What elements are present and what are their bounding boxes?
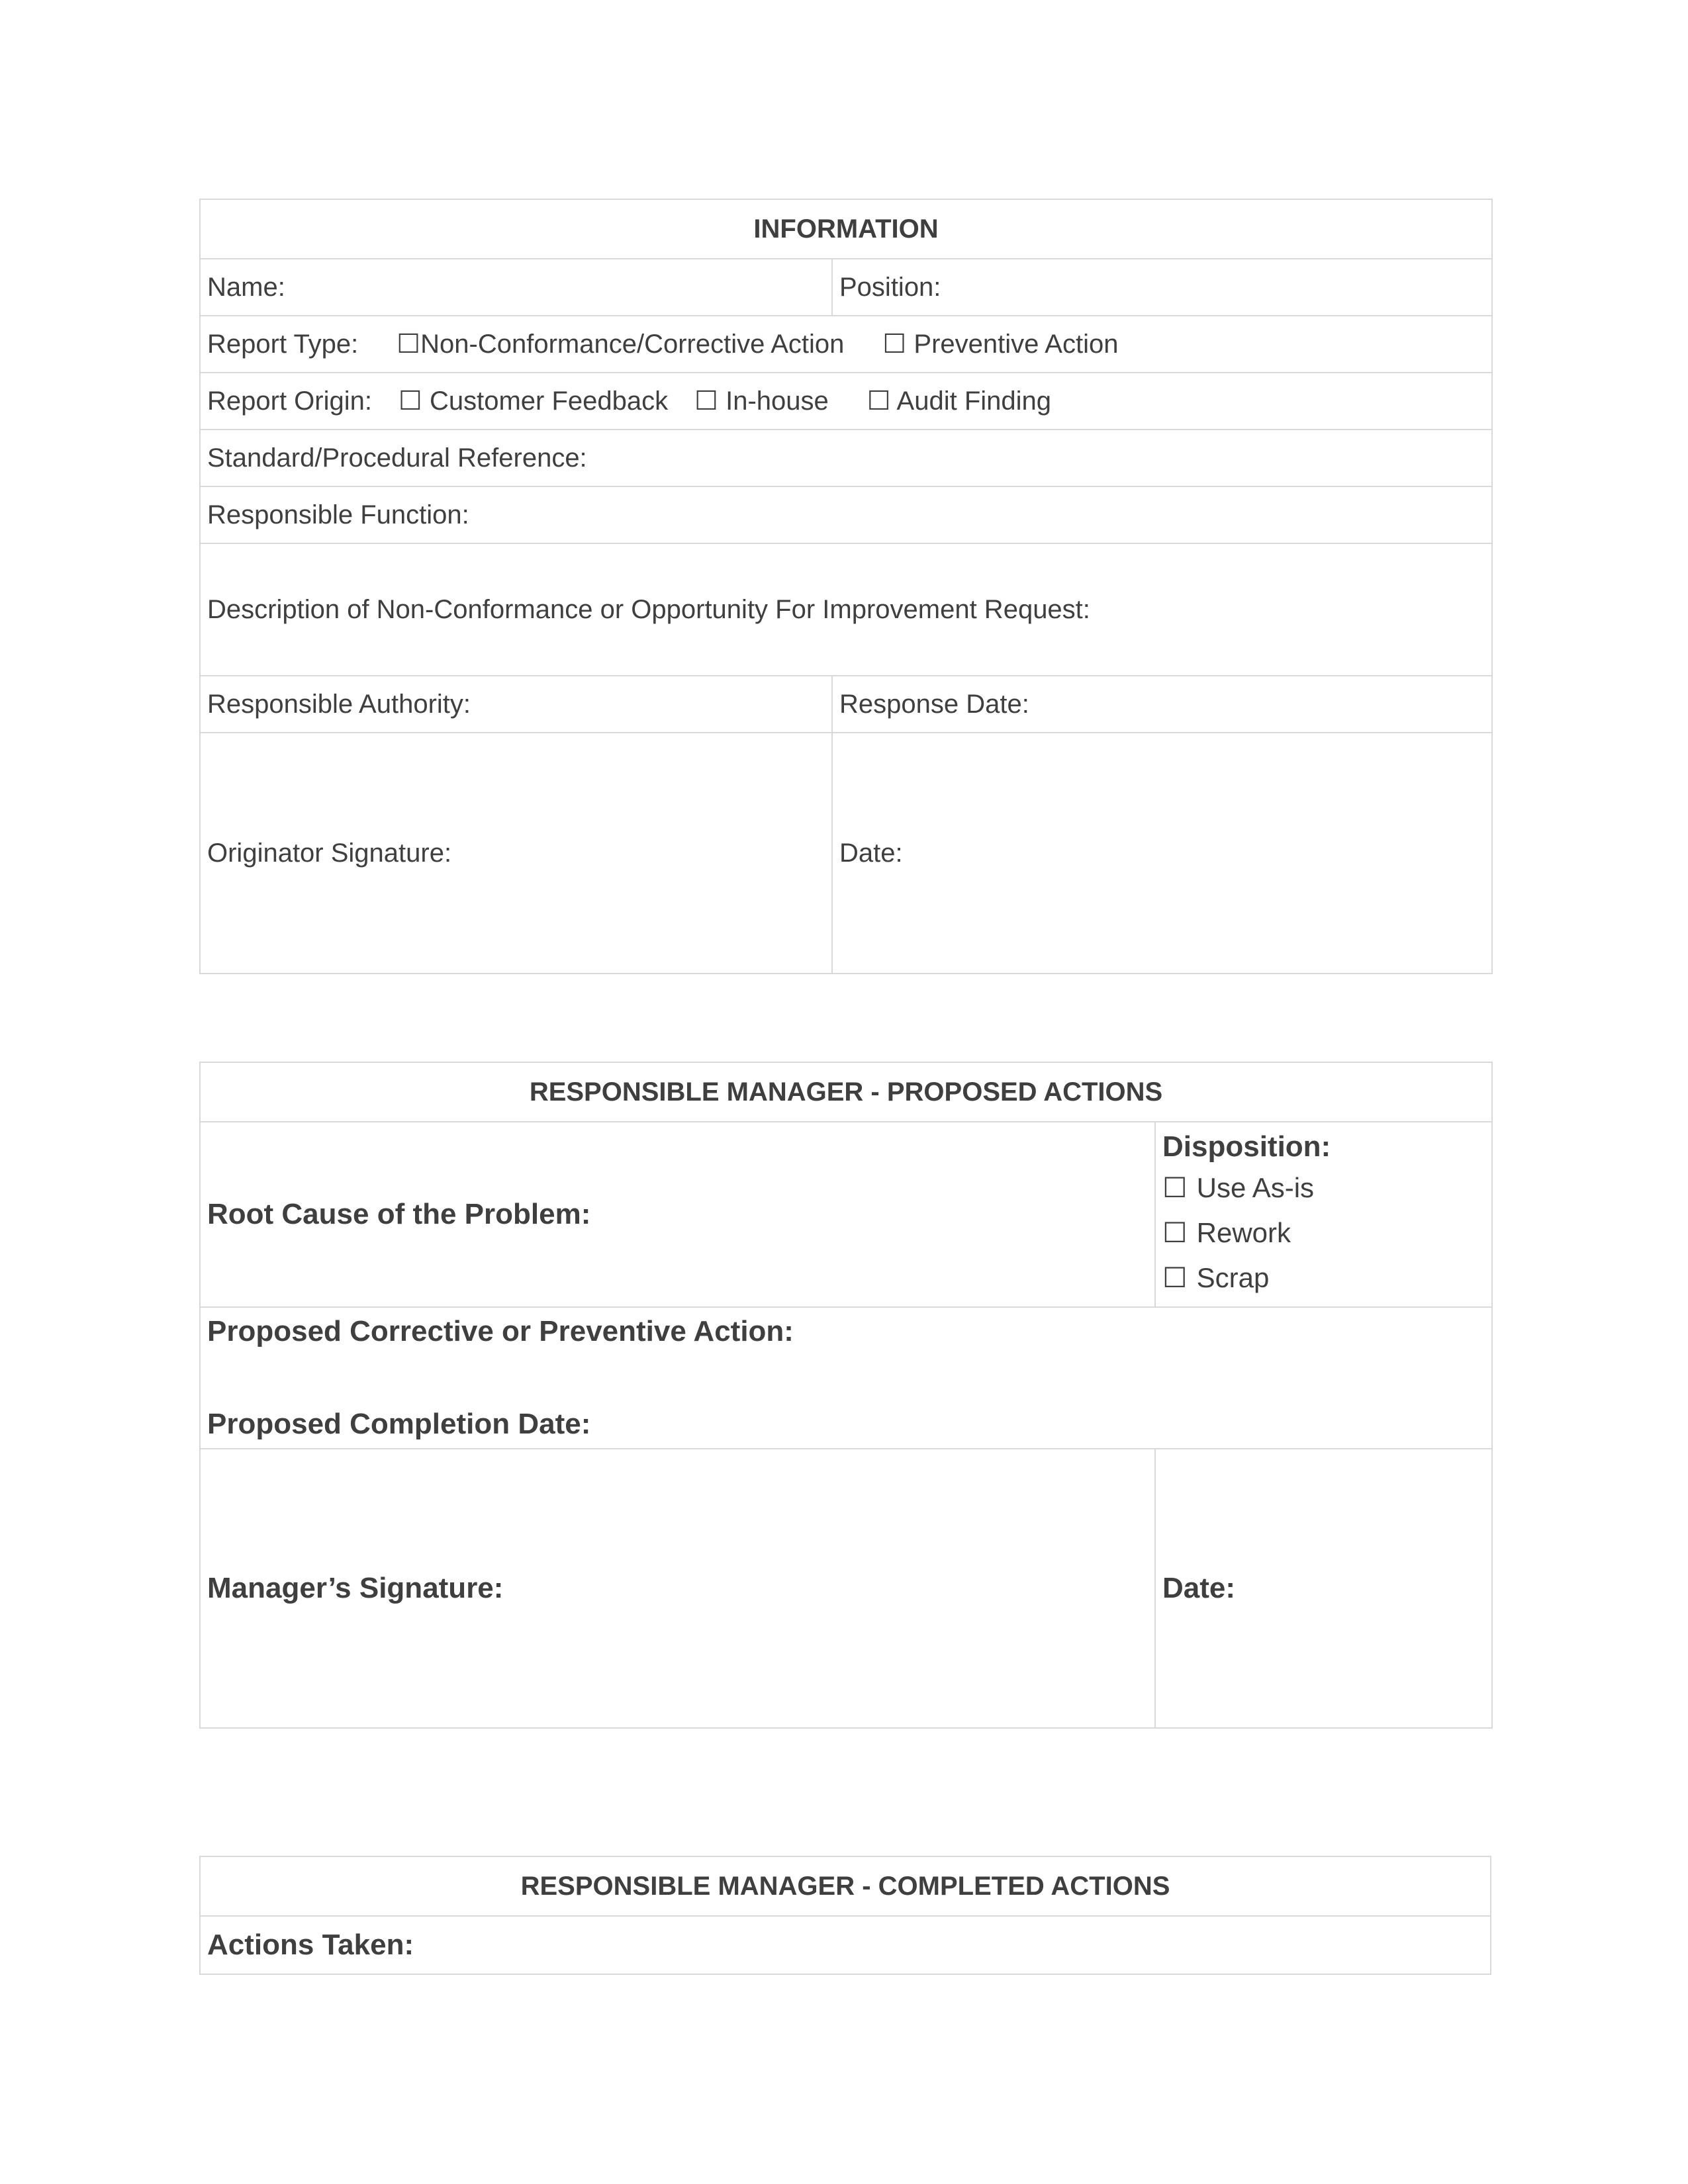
actions-taken-field[interactable]	[200, 1916, 1491, 1974]
disposition-option-label: Rework	[1196, 1217, 1291, 1248]
checkbox-icon[interactable]: ☐	[694, 387, 718, 416]
checkbox-icon[interactable]: ☐	[1162, 1217, 1188, 1248]
manager-date-field[interactable]	[1155, 1449, 1492, 1728]
checkbox-icon[interactable]: ☐	[1162, 1262, 1188, 1293]
response-date-field[interactable]	[832, 676, 1492, 733]
proposed-actions-table	[199, 1062, 1493, 1729]
originator-date-field[interactable]	[832, 733, 1492, 974]
manager-signature-label: Manager’s Signature:	[207, 1571, 504, 1604]
responsible-function-field[interactable]	[200, 486, 1492, 543]
completed-actions-table	[199, 1856, 1491, 1975]
manager-date-label: Date:	[1162, 1571, 1236, 1604]
standard-reference-label: Standard/Procedural Reference:	[207, 443, 587, 473]
disposition-option-label: Scrap	[1196, 1262, 1270, 1293]
report-origin-option-audit-finding: Audit Finding	[896, 387, 1052, 416]
disposition-option-use-as-is[interactable]	[1162, 1165, 1485, 1210]
checkbox-icon[interactable]: ☐	[1162, 1172, 1188, 1203]
disposition-option-scrap[interactable]	[1162, 1255, 1485, 1300]
description-label: Description of Non-Conformance or Opportunity For Improvement Request:	[207, 595, 1090, 624]
position-label: Position:	[839, 273, 941, 302]
name-field[interactable]	[200, 259, 832, 316]
checkbox-icon[interactable]: ☐	[882, 330, 907, 359]
name-label: Name:	[207, 273, 285, 302]
responsible-authority-label: Responsible Authority:	[207, 690, 471, 719]
report-origin-option-in-house: In-house	[726, 387, 829, 416]
root-cause-field[interactable]	[200, 1122, 1155, 1307]
proposed-action-label: Proposed Corrective or Preventive Action:	[207, 1315, 794, 1347]
disposition-option-rework[interactable]	[1162, 1210, 1485, 1255]
report-origin-row	[200, 373, 1492, 430]
manager-signature-field[interactable]	[200, 1449, 1155, 1728]
completion-date-label: Proposed Completion Date:	[207, 1408, 591, 1440]
checkbox-icon[interactable]: ☐	[398, 387, 422, 416]
information-title: INFORMATION	[200, 199, 1492, 259]
standard-reference-field[interactable]	[200, 430, 1492, 486]
proposed-action-field[interactable]	[200, 1307, 1492, 1449]
responsible-function-label: Responsible Function:	[207, 500, 469, 529]
actions-taken-label: Actions Taken:	[207, 1928, 414, 1961]
checkbox-icon[interactable]: ☐	[867, 387, 891, 416]
report-type-row	[200, 316, 1492, 373]
description-field[interactable]	[200, 543, 1492, 676]
originator-signature-label: Originator Signature:	[207, 839, 452, 868]
response-date-label: Response Date:	[839, 690, 1029, 719]
report-type-option-nonconformance: Non-Conformance/Corrective Action	[420, 330, 845, 359]
information-table	[199, 199, 1493, 974]
originator-signature-field[interactable]	[200, 733, 832, 974]
responsible-authority-field[interactable]	[200, 676, 832, 733]
disposition-label: Disposition:	[1162, 1130, 1331, 1163]
report-origin-option-customer-feedback: Customer Feedback	[429, 387, 669, 416]
disposition-option-label: Use As-is	[1196, 1172, 1315, 1203]
proposed-actions-title: RESPONSIBLE MANAGER - PROPOSED ACTIONS	[200, 1062, 1492, 1122]
report-type-option-preventive: Preventive Action	[914, 330, 1119, 359]
completed-actions-title: RESPONSIBLE MANAGER - COMPLETED ACTIONS	[200, 1856, 1491, 1916]
report-origin-label: Report Origin:	[207, 387, 372, 416]
disposition-cell	[1155, 1122, 1492, 1307]
originator-date-label: Date:	[839, 839, 903, 868]
checkbox-icon[interactable]: ☐	[397, 330, 421, 359]
report-type-label: Report Type:	[207, 330, 359, 359]
root-cause-label: Root Cause of the Problem:	[207, 1197, 591, 1230]
position-field[interactable]	[832, 259, 1492, 316]
